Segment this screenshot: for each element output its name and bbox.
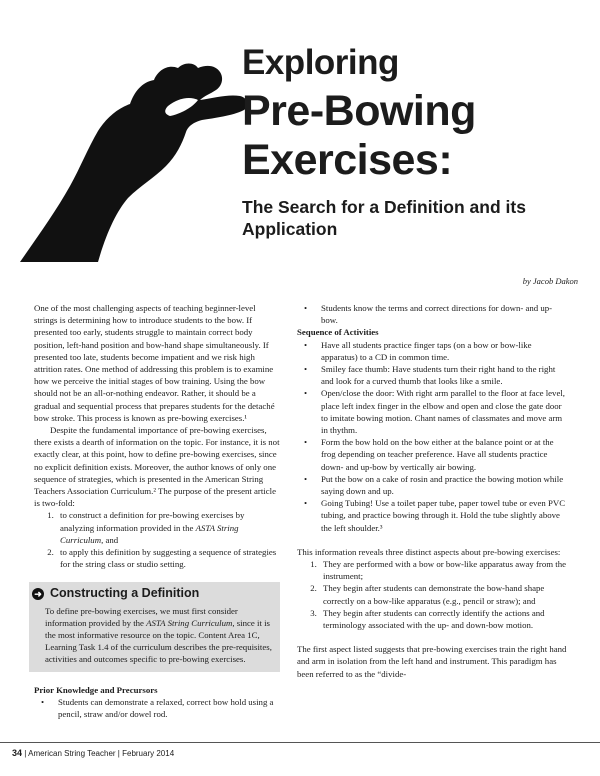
title-line-exercises: Exercises: — [242, 136, 453, 184]
list-item: • Students know the terms and correct directions for down- and up-bow. — [321, 302, 567, 326]
page-footer — [12, 748, 174, 758]
list-item: • Going Tubing! Use a toilet paper tube, paper towel tube or even PVC tubing, and practice bowing through it. Hold the tube slightly above the left shoulder.³ — [321, 497, 567, 534]
intro-paragraph: One of the most challenging aspects of teaching beginner-level strings is determining how to introduce students to the bow. If presented too early, students struggle to maintain correct body position, left-hand position and bow-hand shape simultaneously. If presented too late, students become impatient and we risk high attrition rates. One method of addressing this problem is to examine how we perceive the initial stages of bow training. Using the bow should not be an all-or-nothing endeavor. Rather, it should be a gradual and sequential process that prepares students for the detaché bow stroke. This process is known as pre-bowing exercises.¹ — [34, 303, 275, 423]
purpose-paragraph: Despite the fundamental importance of pre-bowing exercises, there exists a dearth of information on the topic. For instance, it is not exactly clear, at this point, how to define pre-bowing exercises, since no explicit definition exists. Moreover, the author knows of only one sequence of strategies, which is presented in the American String Teachers Association Curriculum.² The purpose of the present article is two-fold: — [34, 425, 280, 509]
page-number: 34 — [12, 748, 23, 758]
title-line-exploring: Exploring — [242, 43, 399, 82]
magazine-name: American String Teacher — [28, 749, 116, 758]
activities-list — [297, 339, 567, 534]
list-item: • Form the bow hold on the bow either at the balance point or at the frog depending on teacher preference. Have all students practice down- and up-bow by vertically air bowing. — [321, 436, 567, 473]
box-heading-text: Constructing a Definition — [50, 586, 200, 601]
article-subtitle: The Search for a Definition and its Application — [242, 197, 526, 239]
prior-knowledge-heading: Prior Knowledge and Precursors — [34, 684, 158, 695]
arrow-right-icon: ➜ — [32, 588, 44, 600]
footer-rule — [0, 742, 600, 743]
purpose-item: 2. to apply this definition by suggesting a sequence of strategies for the string class or studio setting. — [56, 546, 280, 570]
left-column — [34, 302, 280, 720]
box-paragraph: To define pre-bowing exercises, we must first consider information provided by the ASTA String Curriculum, since it is the most informative resource on the topic. Content Area 1C, Learning Task 1.4 of the curriculum describes the pre-requisites, activities and outcomes specific to pre-bowing exercises. — [45, 605, 272, 665]
aspects-intro: This information reveals three distinct aspects about pre-bowing exercises: — [297, 546, 561, 557]
list-item: 2. They begin after students can demonstrate the bow-hand shape correctly on a bow-like apparatus (e.g., pencil or straw); and — [319, 582, 567, 606]
list-item: • Have all students practice finger taps (on a bow or bow-like apparatus) to a CD in common time. — [321, 339, 567, 363]
list-item: 3. They begin after students can correctly identify the actions and terminology associated with the up- and down-bow motion. — [319, 607, 567, 631]
definition-box — [29, 582, 280, 671]
list-item: • Open/close the door: With right arm parallel to the floor at face level, place left index finger in the elbow and open and close the gate door to imitate bowing motion. Chant names of classmates and move arm in thythm. — [321, 387, 567, 436]
hand-silhouette-illustration — [18, 36, 250, 264]
list-item: • Put the bow on a cake of rosin and practice the bowing motion while saying down and up. — [321, 473, 567, 497]
prior-knowledge-list-continued — [297, 302, 567, 326]
author-byline: by Jacob Dakon — [522, 276, 578, 286]
purpose-list — [34, 509, 280, 570]
list-item: • Smiley face thumb: Have students turn their right hand to the right and look for a curved thumb that looks like a smile. — [321, 363, 567, 387]
right-column — [297, 302, 567, 680]
sequence-heading: Sequence of Activities — [297, 327, 379, 338]
box-heading — [32, 587, 272, 599]
purpose-item: 1. to construct a definition for pre-bowing exercises by analyzing information provided in the ASTA String Curriculum, and — [56, 509, 280, 546]
closing-paragraph: The first aspect listed suggests that pre-bowing exercises train the right hand and arm in isolation from the left hand and instrument. This paradigm has been referred to as the “divide- — [297, 644, 567, 679]
list-item: • Students can demonstrate a relaxed, correct bow hold using a pencil, straw and/or dowel rod. — [58, 696, 280, 720]
issue-date: February 2014 — [122, 749, 175, 758]
prior-knowledge-list — [34, 696, 280, 720]
aspects-list — [297, 558, 567, 631]
footer-separator: | — [24, 749, 27, 758]
title-line-pre-bowing: Pre-Bowing — [242, 87, 476, 135]
footer-separator: | — [117, 749, 120, 758]
list-item: 1. They are performed with a bow or bow-like apparatus away from the instrument; — [319, 558, 567, 582]
